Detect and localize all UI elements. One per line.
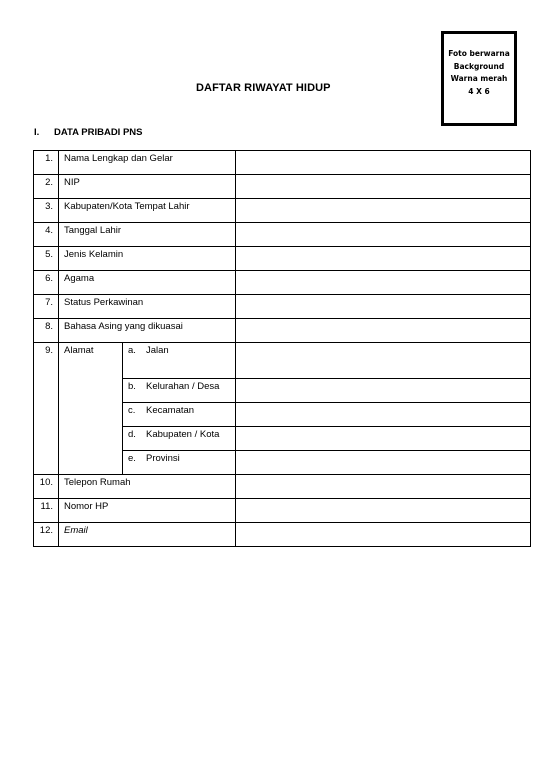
row-number: 5. <box>34 247 59 271</box>
sub-letter: e. <box>128 453 136 464</box>
photo-line-1: Foto berwarna <box>448 49 510 58</box>
row-value-field[interactable] <box>236 151 531 175</box>
table-row <box>34 295 531 319</box>
row-label: Nomor HP <box>59 499 236 523</box>
personal-data-table <box>33 150 531 547</box>
row-label: Agama <box>59 271 236 295</box>
address-row <box>34 343 531 379</box>
row-value-field[interactable] <box>236 319 531 343</box>
row-label: Tanggal Lahir <box>59 223 236 247</box>
row-number: 1. <box>34 151 59 175</box>
address-sub-label <box>123 343 236 379</box>
table-row <box>34 223 531 247</box>
address-sub-label <box>123 427 236 451</box>
row-value-field[interactable] <box>236 523 531 547</box>
address-sub-label <box>123 451 236 475</box>
sub-label: Jalan <box>146 345 169 356</box>
row-label: Bahasa Asing yang dikuasai <box>59 319 236 343</box>
address-value-field[interactable] <box>236 403 531 427</box>
photo-line-3: Warna merah <box>450 74 508 83</box>
row-label: NIP <box>59 175 236 199</box>
table-row <box>34 523 531 547</box>
row-number: 9. <box>34 343 59 475</box>
row-label: Email <box>59 523 236 547</box>
address-value-field[interactable] <box>236 427 531 451</box>
section-heading <box>34 127 143 138</box>
address-value-field[interactable] <box>236 343 531 379</box>
row-number: 2. <box>34 175 59 199</box>
sub-letter: a. <box>128 345 136 356</box>
row-value-field[interactable] <box>236 199 531 223</box>
address-sub-label <box>123 379 236 403</box>
sub-label: Provinsi <box>146 453 180 464</box>
row-value-field[interactable] <box>236 499 531 523</box>
address-sub-label <box>123 403 236 427</box>
row-number: 11. <box>34 499 59 523</box>
photo-placeholder <box>441 31 517 126</box>
row-number: 12. <box>34 523 59 547</box>
table-row <box>34 247 531 271</box>
section-label: DATA PRIBADI PNS <box>54 127 143 138</box>
address-label: Alamat <box>59 343 123 475</box>
row-number: 3. <box>34 199 59 223</box>
row-number: 4. <box>34 223 59 247</box>
row-number: 6. <box>34 271 59 295</box>
row-number: 8. <box>34 319 59 343</box>
sub-label: Kabupaten / Kota <box>146 429 220 440</box>
address-value-field[interactable] <box>236 379 531 403</box>
row-value-field[interactable] <box>236 247 531 271</box>
document-title: DAFTAR RIWAYAT HIDUP <box>196 82 331 94</box>
row-label: Kabupaten/Kota Tempat Lahir <box>59 199 236 223</box>
photo-line-4: 4 X 6 <box>468 86 490 96</box>
row-value-field[interactable] <box>236 475 531 499</box>
row-label: Jenis Kelamin <box>59 247 236 271</box>
sub-letter: d. <box>128 429 136 440</box>
table-row <box>34 271 531 295</box>
section-number: I. <box>34 127 40 138</box>
sub-label: Kecamatan <box>146 405 195 416</box>
table-row <box>34 175 531 199</box>
sub-label: Kelurahan / Desa <box>146 381 220 392</box>
row-label: Telepon Rumah <box>59 475 236 499</box>
table-row <box>34 319 531 343</box>
row-label: Status Perkawinan <box>59 295 236 319</box>
sub-letter: b. <box>128 381 136 392</box>
row-value-field[interactable] <box>236 271 531 295</box>
table-row <box>34 199 531 223</box>
sub-letter: c. <box>128 405 136 416</box>
row-value-field[interactable] <box>236 175 531 199</box>
row-number: 7. <box>34 295 59 319</box>
row-label: Nama Lengkap dan Gelar <box>59 151 236 175</box>
row-value-field[interactable] <box>236 223 531 247</box>
table-row <box>34 499 531 523</box>
table-row <box>34 475 531 499</box>
photo-line-2: Background <box>453 61 505 71</box>
row-value-field[interactable] <box>236 295 531 319</box>
row-number: 10. <box>34 475 59 499</box>
table-row <box>34 151 531 175</box>
address-value-field[interactable] <box>236 451 531 475</box>
